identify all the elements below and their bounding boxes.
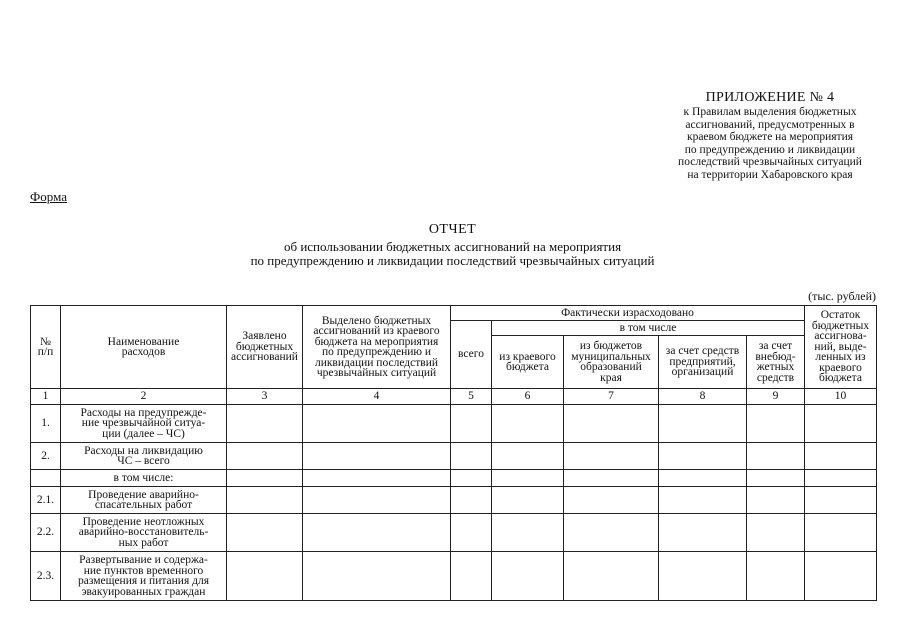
table-cell [227,443,303,470]
table-cell [492,470,564,487]
column-number: 2 [61,389,227,405]
row-name: Расходы на предупрежде- ние чрезвычайной ситуа- ции (далее – ЧС) [61,405,227,443]
col-header-including: в том числе [492,321,805,336]
column-number: 10 [805,389,877,405]
table-cell [747,514,805,552]
appendix-line: по предупреждению и ликвидации [684,143,856,156]
appendix-line: последствий чрезвычайных ситуаций [678,156,862,168]
table-cell [659,470,747,487]
column-number: 1 [31,389,61,405]
row-index: 2.1. [31,487,61,514]
report-title: ОТЧЕТ [428,222,477,237]
table-cell [303,405,451,443]
table-cell [564,443,659,470]
table-cell [451,514,492,552]
table-cell [451,443,492,470]
table-row [31,552,877,601]
row-name: Проведение аварийно- спасательных работ [61,487,227,514]
units-label: (тыс. рублей) [808,289,876,303]
table-cell [747,487,805,514]
table-cell [227,514,303,552]
col-header-municipal: из бюджетов муниципальных образований края [564,336,659,389]
form-label: Форма [30,189,67,204]
table-cell [492,514,564,552]
table-cell [303,552,451,601]
appendix-line: на территории Хабаровского края [687,168,853,181]
table-cell [227,552,303,601]
appendix-title: ПРИЛОЖЕНИЕ № 4 [705,90,835,105]
row-name: в том числе: [61,470,227,487]
table-cell [659,487,747,514]
table-cell [747,405,805,443]
table-cell [492,487,564,514]
table-cell [659,552,747,601]
column-number: 4 [303,389,451,405]
appendix-line: краевом бюджете на мероприятия [686,131,854,143]
row-name: Проведение неотложных аварийно-восстановитель- ных работ [61,514,227,552]
table-row [31,514,877,552]
row-index: 2. [31,443,61,470]
table-row [31,470,877,487]
table-cell [492,552,564,601]
report-subtitle-line: об использовании бюджетных ассигнований на мероприятия [283,239,622,254]
table-cell [659,514,747,552]
table-cell [805,405,877,443]
table-cell [564,405,659,443]
table-cell [303,470,451,487]
col-header-remainder: Остаток бюджетных ассигнова- ний, выде- ленных из краевого бюджета [805,306,877,389]
table-row [31,443,877,470]
table-cell [492,405,564,443]
table-row [31,405,877,443]
table-cell [659,405,747,443]
col-header-total: всего [451,321,492,389]
table-cell [805,552,877,601]
column-number: 6 [492,389,564,405]
report-subtitle [0,240,905,268]
column-number: 7 [564,389,659,405]
row-name: Расходы на ликвидацию ЧС – всего [61,443,227,470]
column-number: 5 [451,389,492,405]
row-index: 2.2. [31,514,61,552]
column-number: 3 [227,389,303,405]
table-cell [564,470,659,487]
table-cell [564,552,659,601]
row-index: 1. [31,405,61,443]
col-header-regional: из краевого бюджета [492,336,564,389]
table-cell [227,405,303,443]
table-cell [805,470,877,487]
header-row [31,306,877,321]
table-cell [303,443,451,470]
table-cell [227,470,303,487]
report-table [30,305,877,601]
table-cell [805,514,877,552]
table-cell [805,487,877,514]
col-header-allocated: Выделено бюджетных ассигнований из краевого бюджета на мероприятия по предупреждению и ликвидации последствий чрезвычайных ситуаций [303,306,451,389]
appendix-block [650,90,890,181]
column-numbers-row [31,389,877,405]
row-index: 2.3. [31,552,61,601]
table-cell [303,487,451,514]
table-cell [451,552,492,601]
table-cell [492,443,564,470]
report-subtitle-line: по предупреждению и ликвидации последствий чрезвычайных ситуаций [250,253,655,268]
row-name: Развертывание и содержа- ние пунктов временного размещения и питания для эвакуированных граждан [61,552,227,601]
col-header-declared: Заявлено бюджетных ассигнований [227,306,303,389]
table-row [31,487,877,514]
table-cell [451,470,492,487]
table-cell [303,514,451,552]
col-header-name: Наименование расходов [61,306,227,389]
table-cell [564,487,659,514]
col-header-spent-group: Фактически израсходовано [451,306,805,321]
appendix-line: ассигнований, предусмотренных в [685,118,855,131]
table-cell [659,443,747,470]
row-index [31,470,61,487]
appendix-line: к Правилам выделения бюджетных [683,106,857,118]
table-cell [747,552,805,601]
table-cell [805,443,877,470]
table-cell [227,487,303,514]
table-cell [564,514,659,552]
column-number: 8 [659,389,747,405]
col-header-offbudget: за счет внебюд- жетных средств [747,336,805,389]
column-number: 9 [747,389,805,405]
table-cell [451,405,492,443]
col-header-num: № п/п [31,306,61,389]
table-cell [747,470,805,487]
col-header-enterprises: за счет средств предприятий, организаций [659,336,747,389]
table-cell [747,443,805,470]
table-cell [451,487,492,514]
